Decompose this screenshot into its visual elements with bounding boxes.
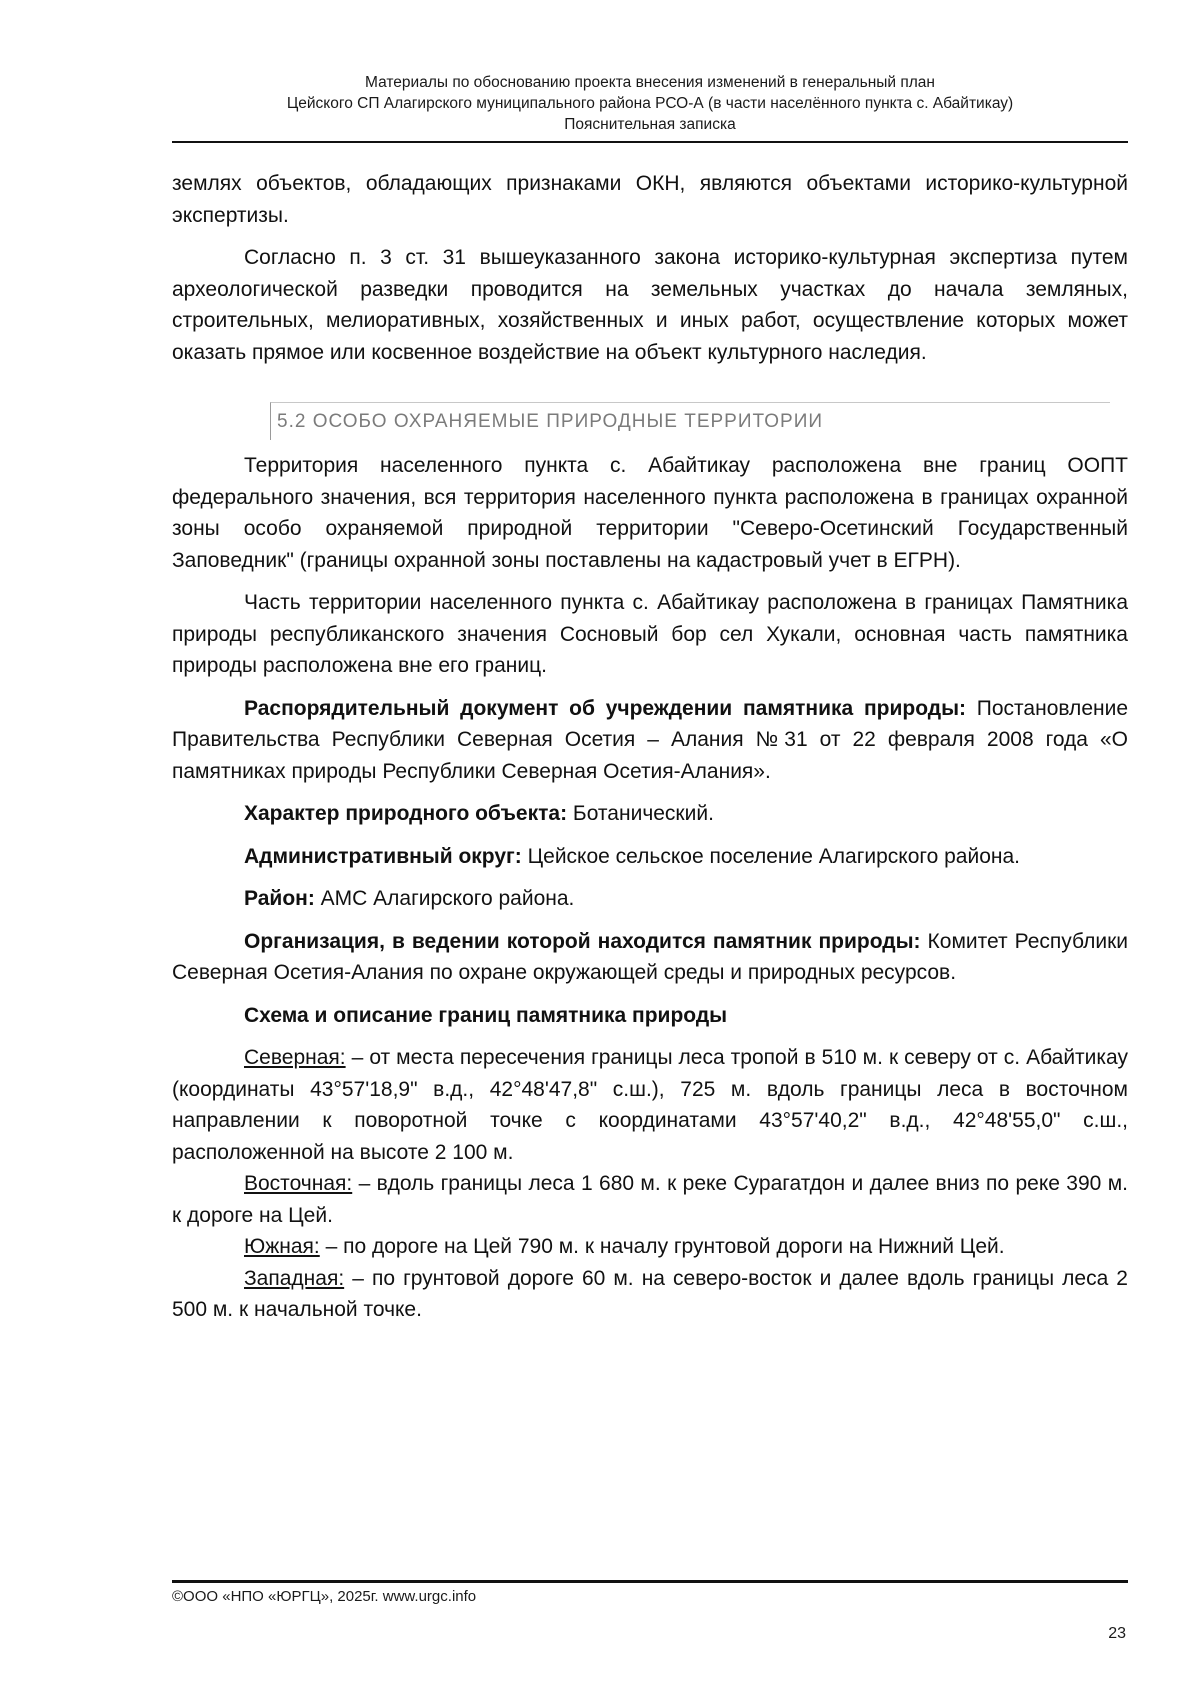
organization-label: Организация, в ведении которой находится памятник природы: <box>244 929 921 953</box>
boundary-heading: Схема и описание границ памятника природы <box>244 1003 728 1027</box>
paragraph-north-boundary <box>172 1042 1128 1168</box>
header-line-3: Пояснительная записка <box>564 116 736 133</box>
north-label: Северная: <box>244 1046 346 1069</box>
paragraph-organization <box>172 926 1128 989</box>
paragraph-south-boundary <box>172 1231 1128 1263</box>
district-text: АМС Алагирского района. <box>314 887 575 910</box>
paragraph-east-boundary <box>172 1168 1128 1231</box>
paragraph-object-type <box>172 798 1128 830</box>
west-label: Западная: <box>244 1266 345 1290</box>
footer-copyright: ©ООО «НПО «ЮРГЦ», 2025г. www.urgc.info <box>172 1588 477 1605</box>
paragraph-west-boundary <box>172 1263 1128 1326</box>
paragraph-district <box>172 883 1128 915</box>
paragraph-boundary-heading <box>172 1000 1128 1032</box>
paragraph-territory-oopt: Территория населенного пункта с. Абайтикау расположена вне границ ООПТ федерального значения, вся территория населенного пункта расположена в границах охранной зоны особо охраняемой природной территории "Северо-Осетинский Государственный Заповедник" (границы охранной зоны поставлены на кадастровый учет в ЕГРН). <box>172 454 1128 572</box>
section-heading: 5.2 ОСОБО ОХРАНЯЕМЫЕ ПРИРОДНЫЕ ТЕРРИТОРИИ <box>270 402 1110 440</box>
header-line-1: Материалы по обоснованию проекта внесения изменений в генеральный план <box>365 74 935 91</box>
paragraph-archaeological-survey: Согласно п. 3 ст. 31 вышеуказанного закона историко-культурная экспертиза путем археологической разведки проводится на земельных участках до начала земляных, строительных, мелиоративных, хозяйственных и иных работ, осуществление которых может оказать прямое или косвенное воздействие на объект культурного наследия. <box>172 246 1128 364</box>
page-header <box>172 72 1128 135</box>
page-body <box>172 168 1128 1326</box>
paragraph-admin-district <box>172 841 1128 873</box>
west-text: – по грунтовой дороге 60 м. на северо-восток и далее вдоль границы леса 2 500 м. к начальной точке. <box>172 1266 1128 1321</box>
admin-district-text: Цейское сельское поселение Алагирского района. <box>521 844 1020 868</box>
paragraph-decree <box>172 693 1128 788</box>
header-line-2: Цейского СП Алагирского муниципального района РСО-А (в части населённого пункта с. Абайтикау) <box>286 95 1014 112</box>
east-label: Восточная: <box>244 1172 353 1195</box>
organization-text: Комитет Республики Северная Осетия-Алания по охране окружающей среды и природных ресурсов. <box>172 929 1128 984</box>
north-text: – от места пересечения границы леса тропой в 510 м. к северу от с. Абайтикау (координаты 43°57'18,9" в.д., 42°48'47,8" с.ш.), 725 м. вдоль границы леса в восточном направлении к поворотной точке с координатами 43°57'40,2" в.д., 42°48'55,0" с.ш., расположенной на высоте 2 100 м. <box>172 1046 1128 1164</box>
page-number: 23 <box>1108 1625 1126 1642</box>
paragraph-okn-expertise: землях объектов, обладающих признаками ОКН, являются объектами историко-культурной экспертизы. <box>172 172 1128 227</box>
decree-text: Постановление Правительства Республики Северная Осетия – Алания №31 от 22 февраля 2008 года «О памятниках природы Республики Северная Осетия-Алания». <box>172 696 1128 783</box>
admin-district-label: Административный округ: <box>244 844 522 868</box>
header-divider <box>172 141 1128 143</box>
footer-divider <box>172 1580 1128 1583</box>
object-type-label: Характер природного объекта: <box>244 802 568 825</box>
district-label: Район: <box>244 887 315 910</box>
east-text: – вдоль границы леса 1 680 м. к реке Сурагатдон и далее вниз по реке 390 м. к дороге на Цей. <box>172 1172 1128 1227</box>
decree-label: Распорядительный документ об учреждении памятника природы: <box>244 696 967 720</box>
south-text: – по дороге на Цей 790 м. к началу грунтовой дороги на Нижний Цей. <box>319 1235 1005 1258</box>
south-label: Южная: <box>244 1235 320 1258</box>
object-type-text: Ботанический. <box>567 802 714 825</box>
paragraph-nature-monument: Часть территории населенного пункта с. Абайтикау расположена в границах Памятника природы республиканского значения Сосновый бор сел Хукали, основная часть памятника природы расположена вне его границ. <box>172 591 1128 677</box>
